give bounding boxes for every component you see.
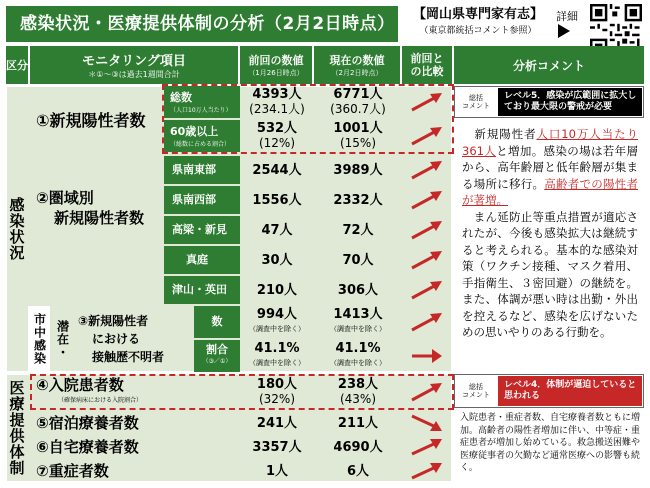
row1b-prev <box>244 120 310 152</box>
row1b-note: （総数に占める割合） <box>170 141 231 148</box>
medical-summary-label-line2: コメント <box>462 391 490 399</box>
region1-prev: 2544人 <box>252 162 302 178</box>
region1-curr: 3989人 <box>333 162 383 178</box>
row3a-prev <box>244 306 310 338</box>
trend-up-icon <box>408 380 446 404</box>
row2-label <box>32 188 160 248</box>
infection-comment-p2 <box>462 209 638 341</box>
row7-label: ⑦重症者数 <box>36 462 109 480</box>
comment-p1b-highlight: 人口10万人当たり361人 <box>462 127 639 158</box>
region4-curr: 70人 <box>342 252 374 268</box>
region2-curr: 2332人 <box>333 192 383 208</box>
page-title: 感染状況・医療提供体制の分析（2月2日時点） <box>6 6 398 42</box>
infection-comment-p1 <box>462 126 638 209</box>
row3a-curr-note: （調査中を除く） <box>330 325 386 333</box>
row5-curr: 211人 <box>337 415 379 431</box>
region1-label: 県南東部 <box>164 156 240 184</box>
trend-up-icon <box>408 124 446 148</box>
trend-down-icon <box>408 412 446 434</box>
row2-label-line1: ②圏域別 <box>36 189 94 207</box>
row3b-curr-note: （調査中を除く） <box>330 359 386 367</box>
trend-up-icon <box>408 436 446 458</box>
row3b-curr-value: 41.1% <box>335 341 381 356</box>
row6-label: ⑥自宅療養者数 <box>36 438 139 456</box>
row3b-sub: （③／①） <box>202 358 232 365</box>
summary-label-line2: コメント <box>462 102 490 110</box>
medical-summary-label-line1: 総括 <box>469 383 483 391</box>
arrow-right-icon <box>558 24 570 38</box>
comment-p1c: と増加。感染の場は若年層から、高年齢層と低年齢層が集まる場所に移行。 <box>462 143 639 191</box>
header-item-note: ＊①～③は過去1週間合計 <box>88 70 180 79</box>
row1b-prev-value: 532人 <box>256 121 298 136</box>
row1b-curr-value: 1001人 <box>333 121 383 136</box>
row4-prev-value: 180人 <box>256 377 298 392</box>
trend-up-icon <box>408 278 446 302</box>
trend-up-icon <box>408 248 446 272</box>
header-kubun-text: 区分 <box>6 58 28 72</box>
row4-prev-rate: (32%) <box>258 392 296 406</box>
header-compare-text: 前回との比較 <box>410 52 444 78</box>
row1a-curr <box>318 86 398 118</box>
row1a-note: （人口10万人当たり） <box>170 107 232 114</box>
region5-label: 津山・英田 <box>164 276 240 304</box>
header-prev <box>240 46 312 84</box>
region3-curr: 72人 <box>342 222 374 238</box>
region5-prev: 210人 <box>256 282 298 298</box>
row3-label <box>78 312 164 368</box>
row3a-prev-value: 994人 <box>256 307 298 322</box>
header-kubun <box>6 46 28 84</box>
row7-prev: 1人 <box>265 463 289 479</box>
row3b-prev <box>244 340 310 372</box>
row1b-prev-rate: (12%) <box>258 136 296 150</box>
row7-curr: 6人 <box>346 463 370 479</box>
header-prev-date: （1月26日時点） <box>248 69 304 77</box>
row4-curr-rate: (43%) <box>339 392 377 406</box>
section-medical-label: 医療提供体制 <box>7 380 26 476</box>
city-infection-label: 市中感染 <box>32 313 47 365</box>
header-comment-text: 分析コメント <box>512 58 585 73</box>
header-curr-date: （2月2日時点） <box>331 69 383 77</box>
row4-label-cell <box>36 376 236 408</box>
row3b-prev-note: （調査中を除く） <box>249 359 305 367</box>
region4-prev: 30人 <box>261 252 293 268</box>
row1b-curr <box>318 120 398 152</box>
source-line1: 【岡山県専門家有志】 <box>412 7 543 22</box>
row1a-prev <box>244 86 310 118</box>
row6-prev: 3357人 <box>252 439 302 455</box>
medical-summary-label <box>456 376 496 406</box>
header-comment <box>454 46 644 84</box>
trend-up-icon <box>408 188 446 212</box>
header-compare <box>402 46 452 84</box>
header-item-text: モニタリング項目 <box>82 54 186 69</box>
source-info <box>404 6 552 38</box>
trend-up-icon <box>408 460 446 482</box>
infection-comment <box>454 120 644 372</box>
region3-label: 高梁・新見 <box>164 216 240 244</box>
row5-prev: 241人 <box>256 415 298 431</box>
header-item <box>30 46 238 84</box>
row6-curr: 4690人 <box>333 439 383 455</box>
row5-label: ⑤宿泊療養者数 <box>36 414 139 432</box>
row4-prev <box>244 376 310 408</box>
row3a-curr <box>318 306 398 338</box>
header-curr-text: 現在の数値 <box>329 54 385 67</box>
section-infection-label: 感染状況 <box>7 197 26 261</box>
summary-label-line1: 総括 <box>469 94 483 102</box>
row3a-prev-note: （調査中を除く） <box>249 325 305 333</box>
header-prev-text: 前回の数値 <box>248 54 304 67</box>
comment-p2: まん延防止等重点措置が適応されたが、今後も感染拡大は継続すると考えられる。基本的な感染対策（ワクチン接種、マスク着用、手指衛生、３密回避）の継続を。また、体調が悪い時は出勤・外出を控えるなど、感染を広げないための思いやりのある行動を。 <box>462 209 638 339</box>
row1a-prev-value: 4393人 <box>252 87 302 102</box>
source-line2: （東京都統括コメント参照） <box>419 26 537 36</box>
row4-note: （確保病床における入院割合） <box>58 397 143 404</box>
row4-label: ④入院患者数 <box>36 376 124 394</box>
medical-comment: 入院患者・重症者数、自宅療養者数ともに増加。高齢者の陽性者増加に伴い、中等症・重症患者が増加し始めている。救急搬送困難や医療従事者の欠勤など通常医療への影響も続く。 <box>454 410 644 482</box>
trend-up-icon <box>408 310 446 334</box>
header-curr <box>314 46 400 84</box>
detail-label: 詳細 <box>556 10 578 23</box>
row1a-label: 総数 <box>170 91 192 104</box>
row3a-curr-value: 1413人 <box>333 307 383 322</box>
trend-flat-icon <box>408 344 446 368</box>
row1-label: ①新規陽性者数 <box>36 110 146 130</box>
region3-prev: 47人 <box>261 222 293 238</box>
trend-up-icon <box>408 158 446 182</box>
infection-summary-text: レベル5．感染が広範囲に拡大しており最大限の警戒が必要 <box>498 88 642 116</box>
row3-label-line1: ③新規陽性者 <box>78 314 149 328</box>
trend-up-icon <box>408 90 446 114</box>
summary-label <box>456 88 496 116</box>
row1a-curr-rate: (360.7人) <box>330 102 386 116</box>
row1b-curr-rate: (15%) <box>339 136 377 150</box>
row4-curr-value: 238人 <box>337 377 379 392</box>
row4-curr <box>318 376 398 408</box>
row2-label-line2: 新規陽性者数 <box>54 209 145 227</box>
trend-up-icon <box>408 218 446 242</box>
row3b-label: 割合 <box>206 343 228 356</box>
row3b-prev-value: 41.1% <box>254 341 300 356</box>
medical-summary-text: レベル4．体制が逼迫していると思われる <box>498 376 642 406</box>
row1a-prev-rate: (234.1人) <box>249 102 305 116</box>
row1a-curr-value: 6771人 <box>333 87 383 102</box>
row3a-label: 数 <box>194 306 240 338</box>
row3b-label-cell <box>194 340 240 372</box>
comment-p1a: 新規陽性者 <box>474 127 537 141</box>
row3-label-line2: における <box>92 332 141 346</box>
comment-p1d-highlight: 高齢者での陽性者が著増。 <box>462 176 638 207</box>
row3-label-line3: 接触歴不明者 <box>92 350 165 364</box>
row1b-label: 60歳以上 <box>170 125 219 138</box>
region2-label: 県南西部 <box>164 186 240 214</box>
region2-prev: 1556人 <box>252 192 302 208</box>
latent-label: 潜在・ <box>55 319 70 359</box>
region4-label: 真庭 <box>164 246 240 274</box>
region5-curr: 306人 <box>337 282 379 298</box>
row3b-curr <box>318 340 398 372</box>
